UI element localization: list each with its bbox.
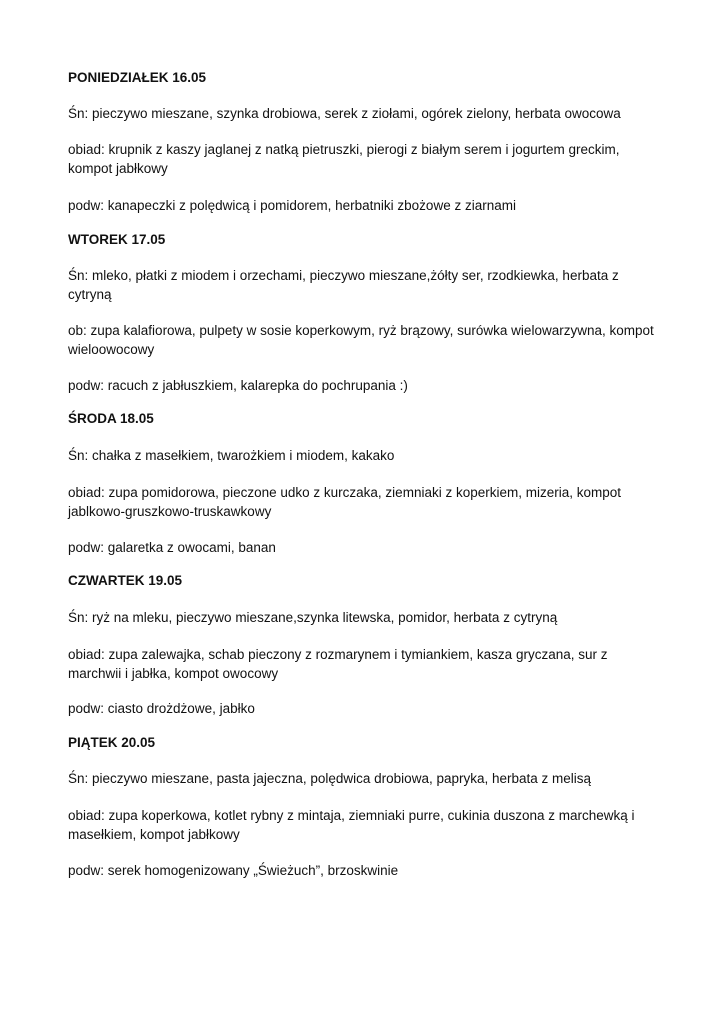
- lunch-monday: obiad: krupnik z kaszy jaglanej z natką pietruszki, pierogi z białym serem i jogurtem greckim, kompot jabłkowy: [68, 142, 620, 176]
- snack-tuesday: podw: racuch z jabłuszkiem, kalarepka do pochrupania :): [68, 378, 408, 393]
- lunch-friday: obiad: zupa koperkowa, kotlet rybny z mintaja, ziemniaki purre, cukinia duszona z marchewką i masełkiem, kompot jabłkowy: [68, 808, 635, 842]
- breakfast-monday: Śn: pieczywo mieszane, szynka drobiowa, serek z ziołami, ogórek zielony, herbata owocowa: [68, 106, 621, 121]
- day-heading-wednesday: ŚRODA 18.05: [68, 411, 154, 426]
- day-heading-thursday: CZWARTEK 19.05: [68, 573, 183, 588]
- day-heading-tuesday: WTOREK 17.05: [68, 232, 166, 247]
- breakfast-tuesday: Śn: mleko, płatki z miodem i orzechami, pieczywo mieszane,żółty ser, rzodkiewka, herbata z cytryną: [68, 268, 619, 302]
- snack-monday: podw: kanapeczki z polędwicą i pomidorem, herbatniki zbożowe z ziarnami: [68, 198, 516, 213]
- breakfast-friday: Śn: pieczywo mieszane, pasta jajeczna, polędwica drobiowa, papryka, herbata z melisą: [68, 771, 592, 786]
- breakfast-wednesday: Śn: chałka z masełkiem, twarożkiem i miodem, kakako: [68, 448, 395, 463]
- breakfast-thursday: Śn: ryż na mleku, pieczywo mieszane,szynka litewska, pomidor, herbata z cytryną: [68, 610, 558, 625]
- snack-wednesday: podw: galaretka z owocami, banan: [68, 540, 276, 555]
- day-heading-monday: PONIEDZIAŁEK 16.05: [68, 70, 207, 85]
- lunch-tuesday: ob: zupa kalafiorowa, pulpety w sosie koperkowym, ryż brązowy, surówka wielowarzywna, kompot wieloowocowy: [68, 323, 654, 357]
- day-heading-friday: PIĄTEK 20.05: [68, 735, 156, 750]
- lunch-wednesday: obiad: zupa pomidorowa, pieczone udko z kurczaka, ziemniaki z koperkiem, mizeria, kompot jablkowo-gruszkowo-truskawkowy: [68, 485, 622, 519]
- snack-friday: podw: serek homogenizowany „Świeżuch”, brzoskwinie: [68, 863, 399, 878]
- lunch-thursday: obiad: zupa zalewajka, schab pieczony z rozmarynem i tymiankiem, kasza gryczana, sur z marchwii i jabłka, kompot owocowy: [68, 647, 608, 681]
- snack-thursday: podw: ciasto drożdżowe, jabłko: [68, 701, 255, 716]
